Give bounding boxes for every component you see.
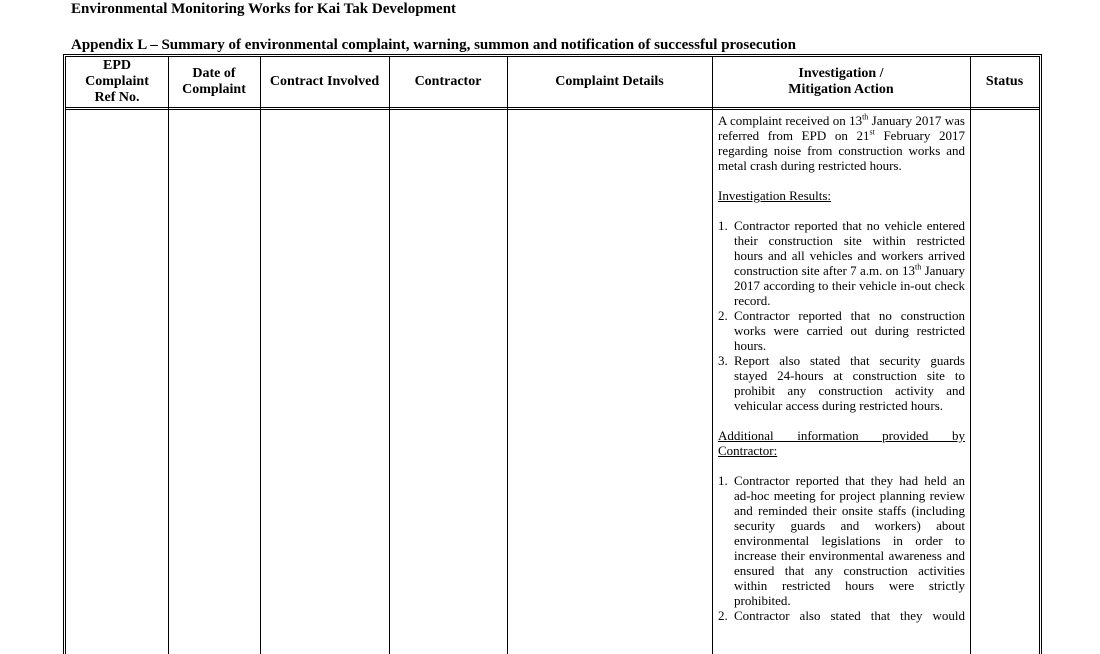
list-number: 1. (718, 473, 728, 488)
appendix-title: Appendix L – Summary of environmental complaint, warning, summon and notification of successful prosecution (71, 37, 796, 53)
column-divider (712, 57, 713, 654)
additional-text: Contractor reported that they had held an ad-hoc meeting for project planning review and reminded their onsite staffs (including security guards and workers) about environmental legislations in order to increase their environmental awareness and ensured that any construction activities within restricted hours were strictly prohibited. (734, 473, 965, 608)
list-item (718, 353, 965, 413)
header-complaint-details (507, 57, 712, 107)
additional-heading: Additional information provided by Contractor: (718, 428, 965, 458)
investigation-cell (718, 113, 965, 623)
header-divider (66, 107, 1039, 110)
header-complaint-details-label: Complaint Details (555, 74, 664, 89)
header-investigation-line2: Mitigation Action (788, 82, 894, 97)
intro-sup-1: th (862, 112, 869, 122)
additional-list (718, 473, 965, 623)
column-divider (389, 57, 390, 654)
intro-sup-2: st (869, 127, 875, 137)
list-number: 3. (718, 353, 728, 368)
intro-text-c: February 2017 regarding noise from construction works and metal crash during restricted hours. (718, 128, 965, 173)
header-status-label: Status (985, 74, 1024, 89)
header-investigation-line1: Investigation / (798, 66, 884, 81)
list-item (718, 308, 965, 353)
header-contract-label: Contract Involved (269, 74, 380, 89)
header-contractor-label: Contractor (414, 74, 482, 89)
result-text: Contractor reported that no construction works were carried out during restricted hours. (734, 308, 965, 353)
list-number: 1. (718, 218, 728, 233)
header-date-line2: Complaint (182, 82, 246, 97)
header-status (970, 57, 1039, 107)
result-text-a: Contractor reported that no vehicle entered their construction site within restricted hours and all vehicles and workers arrived construction site after 7 a.m. on 13 (734, 218, 965, 278)
list-item (718, 473, 965, 608)
list-item (718, 218, 965, 308)
header-date-line1: Date of (192, 66, 236, 81)
header-investigation (712, 57, 970, 107)
list-number: 2. (718, 608, 728, 623)
intro-text-a: A complaint received on 13 (718, 113, 863, 128)
column-divider (260, 57, 261, 654)
complaint-summary-table (63, 54, 1042, 654)
results-list (718, 218, 965, 413)
result-text-b: January 2017 according to their vehicle in-out check record. (734, 263, 965, 308)
complaint-intro (718, 113, 965, 173)
header-epd-ref-line3: Ref No. (94, 90, 140, 105)
document-title: Environmental Monitoring Works for Kai Tak Development (71, 1, 457, 17)
header-epd-ref-line2: Complaint (85, 74, 149, 89)
result-text: Report also stated that security guards stayed 24-hours at construction site to prohibit any construction activity and vehicular access during restricted hours. (734, 353, 965, 413)
header-date (168, 57, 260, 107)
list-number: 2. (718, 308, 728, 323)
result-sup: th (915, 262, 922, 272)
column-divider (970, 57, 971, 654)
header-contract (260, 57, 389, 107)
column-divider (168, 57, 169, 654)
intro-text-b: January 2017 was referred from EPD on 21 (718, 113, 965, 143)
results-heading: Investigation Results: (718, 188, 832, 203)
list-item (718, 608, 965, 623)
additional-text: Contractor also stated that they would (734, 608, 965, 623)
header-epd-ref (66, 57, 168, 107)
column-divider (507, 57, 508, 654)
header-epd-ref-line1: EPD (102, 58, 131, 73)
header-contractor (389, 57, 507, 107)
